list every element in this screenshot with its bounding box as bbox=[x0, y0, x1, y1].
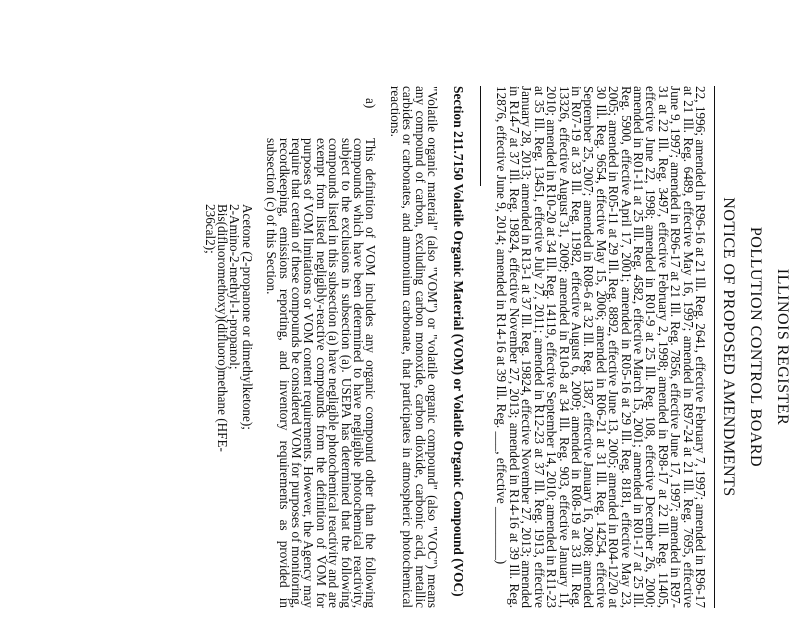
section-separator bbox=[480, 86, 481, 186]
compound-item: 2-Amino-2-methyl-1-propanol; bbox=[227, 204, 243, 370]
subsection-a bbox=[265, 86, 377, 608]
board-title: POLLUTION CONTROL BOARD bbox=[747, 226, 764, 468]
register-title: ILLINOIS REGISTER bbox=[774, 268, 791, 426]
subsection-a-label: a) bbox=[363, 98, 379, 109]
compound-item: Bis(difluoromethoxy)(difluoro)methane (HFE- bbox=[215, 204, 230, 452]
compound-item: 236cal2); bbox=[202, 204, 218, 254]
vom-definition: "Volatile organic material" (also "VOM") or "volatile organic compound" (also "VOC") means any compound of carbon, excluding carbon monoxide, carbon dioxide, carbonic acid, metallic carbides or carbonates, and ammonium carbonate, that participates in atmospheric photochemical reactions. bbox=[387, 86, 441, 608]
subsection-a-text: This definition of VOM includes any organic compound other than the following compounds which have been determined to have negligible photochemical reactivity, subject to the exclusions in subsection (a). USEPA has determined that the following compounds listed in this subsection (a) have negligible photochemical reactivity and are exempt from listed negligibly-reactive compounds from the definition of VOM for purposes of VOM limitations or VOM content requirements. However, the Agency may require that certain of these compounds be considered VOM for purposes of monitoring, recordkeeping, emissions reporting, and inventory requirements as provided in subsection (c) of this Section. bbox=[264, 138, 379, 608]
compound-list bbox=[203, 204, 253, 608]
source-history-paragraph: 22, 1996; amended in R96-16 at 21 Ill. Reg. 2641, effective February 7, 1997; amended in R96-17 at 21 Ill. Reg. 6489, effective May 16, 1997; amended in R97-24 at 21 Ill. Reg. 7695, effective June 9, 1997; amended in R96-17 at 21 Ill. Reg. 7856, effective June 17, 1997; amended in R97-31 at 22 Ill. Reg. 3497, effective February 2, 1998; amended in R98-17 at 22 Ill. Reg. 11405, effective June 22, 1998; amended in R01-9 at 25 Ill. Reg. 108, effective December 26, 2000; amended in R01-11 at 25 Ill. Reg. 4582, effective March 15, 2001; amended in R01-17 at 25 Ill. Reg. 5900, effective April 17, 2001; amended in R05-16 at 29 Ill. Reg. 8181, effective May 23, 2005; amended in R05-11 at 29 Ill. Reg. 8892, effective June 13, 2005; amended in R04-12/20 at 30 Ill. Reg. 9654, effective May 15, 2006; amended in R06-21 at 31 Ill. Reg. 14254, effective September 25, 2007; amended in R08-6 at 32 Ill. Reg. 1387, effective January 16, 2008; amended in R07-19 at 33 Ill. Reg. 11982, effective August 6, 2009; amended in R08-19 at 33 Ill. Reg. 13326, effective August 31, 2009; amended in R10-8 at 34 Ill. Reg. 903, effective January 11, 2010; amended in R10-20 at 34 Ill. Reg. 14119, effective September 14, 2010; amended in R11-23 at 35 Ill. Reg. 13451, effective July 27, 2011; amended in R12-23 at 37 Ill. Reg. 1913, effective January 28, 2013; amended in R13-1 at 37 Ill. Reg. 19824, effective November 27, 2013; amended in R14-7 at 37 Ill. Reg. 19824, effective November 27, 2013; amended in R14-16 at 39 Ill. Reg. 12876, effective June 9, 2014; amended in R14-16 at 39 Ill. Reg. ___, effective ________) bbox=[494, 86, 708, 609]
compound-item: Acetone (2-propanone or dimethylketone); bbox=[239, 204, 255, 430]
document-header bbox=[715, 86, 796, 608]
notice-title: NOTICE OF PROPOSED AMENDMENTS bbox=[720, 197, 737, 497]
section-title: Section 211.7150 Volatile Organic Material (VOM) or Volatile Organic Compound (VOC) bbox=[451, 86, 467, 597]
